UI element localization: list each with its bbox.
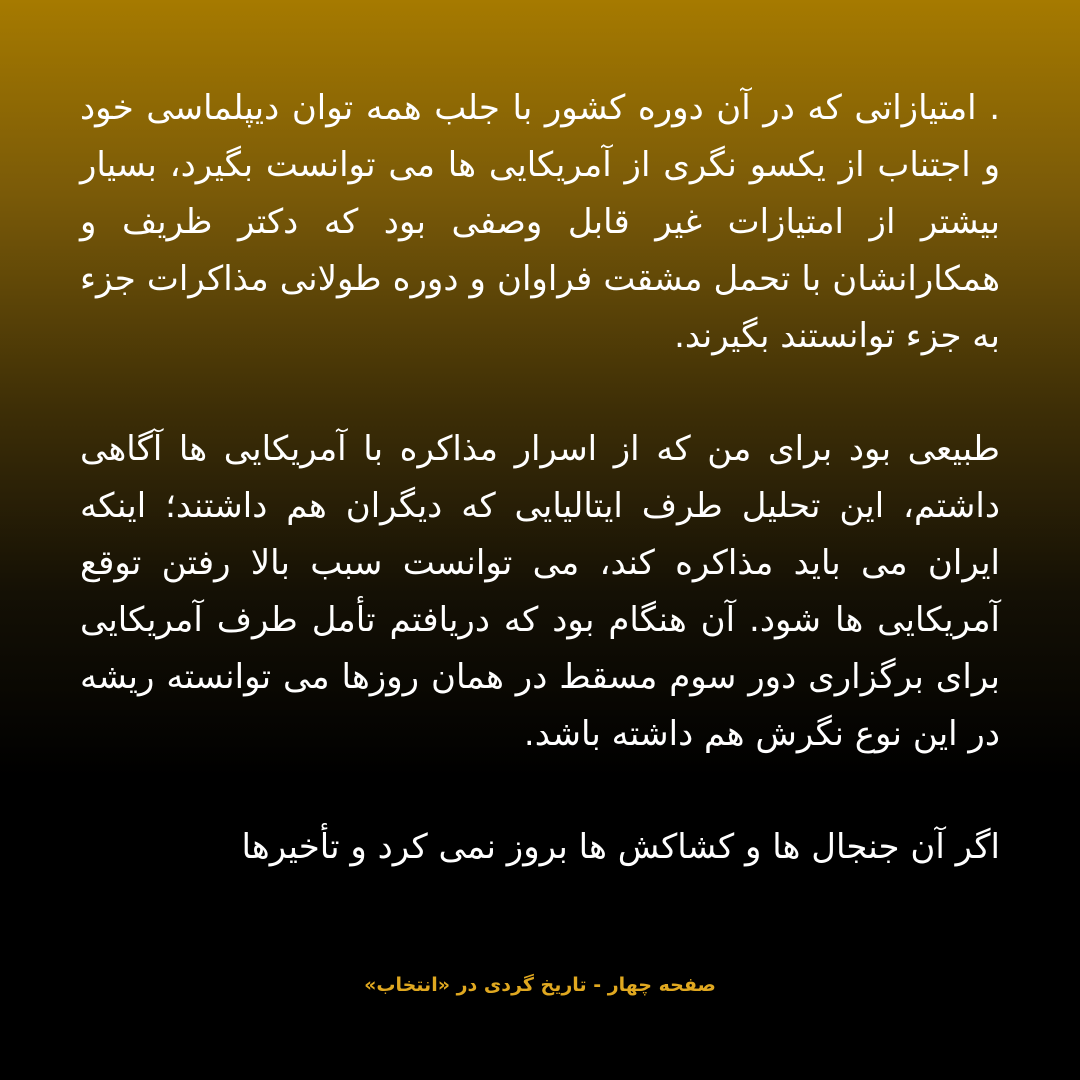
body-paragraph-1: . امتیازاتی که در آن دوره کشور با جلب همه توان دیپلماسی خود و اجتناب از یکسو نگری از آمریکایی ها می توانست بگیرد، بسیار بیشتر از امتیازات غیر قابل وصفی بود که دکتر ظریف و همکارانشان با تحمل مشقت فراوان و دوره طولانی مذاکرات جزء به جزء توانستند بگیرند.	[80, 88, 1000, 356]
body-paragraph-2: طبیعی بود برای من که از اسرار مذاکره با آمریکایی ها آگاهی داشتم، این تحلیل طرف ایتالیایی که دیگران هم داشتند؛ اینکه ایران می باید مذاکره کند، می توانست سبب بالا رفتن توقع آمریکایی ها شود. آن هنگام بود که دریافتم تأمل طرف آمریکایی برای برگزاری دور سوم مسقط در همان روزها می توانسته ریشه در این نوع نگرش هم داشته باشد.	[80, 429, 1000, 754]
body-paragraph-3: اگر آن جنجال ها و کشاکش ها بروز نمی کرد و تأخیرها	[241, 827, 1000, 867]
page-footer-caption: صفحه چهار - تاریخ گردی در «انتخاب»	[364, 974, 716, 996]
